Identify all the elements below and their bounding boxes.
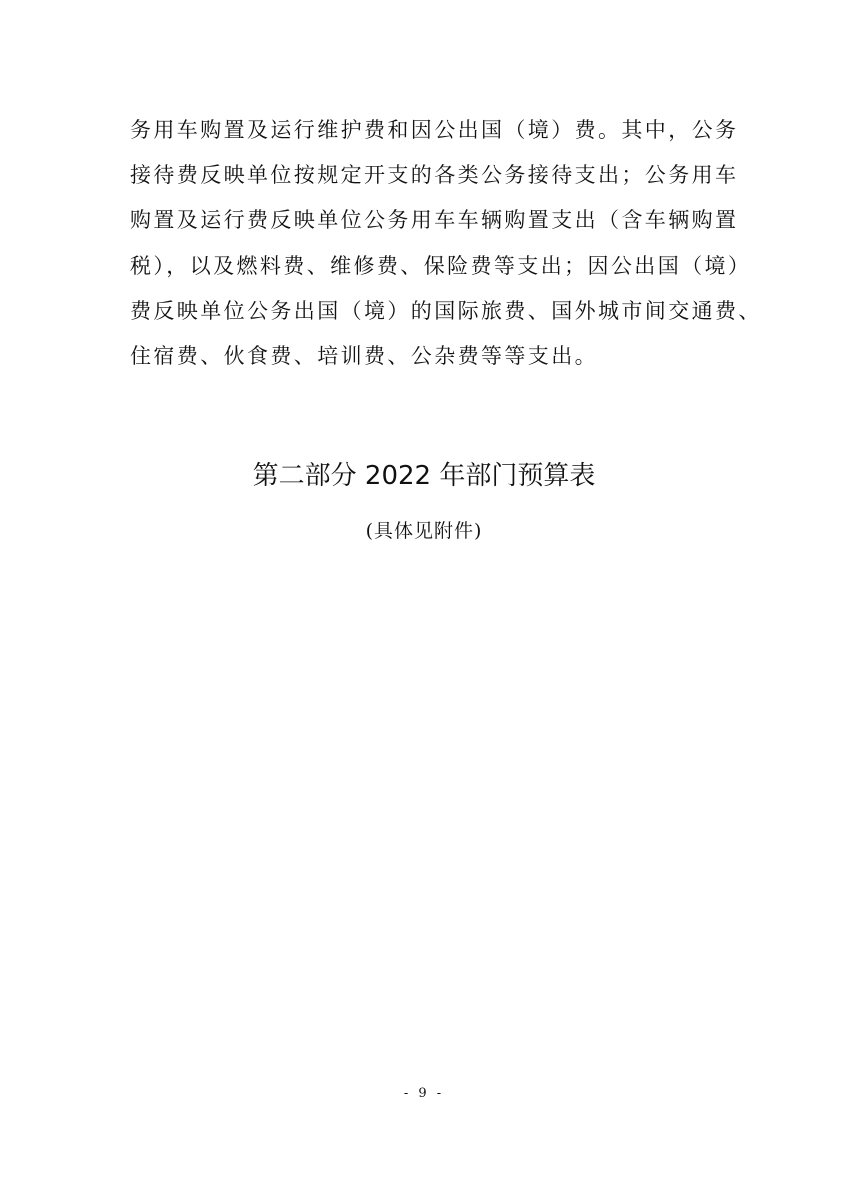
- paragraph-line: 税），以及燃料费、维修费、保险费等支出；因公出国（境）: [130, 253, 752, 278]
- paragraph-line: 务用车购置及运行维护费和因公出国（境）费。其中，公务: [130, 118, 739, 142]
- page-number: - 9 -: [403, 1086, 445, 1101]
- paragraph-line: 购置及运行费反映单位公务用车车辆购置支出（含车辆购置: [130, 208, 739, 233]
- paragraph-line: 接待费反映单位按规定开支的各类公务接待支出；公务用车: [130, 163, 739, 188]
- paragraph-line: 费反映单位公务出国（境）的国际旅费、国外城市间交通费、: [130, 298, 762, 323]
- section-subtitle: (具体见附件): [365, 520, 483, 542]
- section-title: 第二部分 2022 年部门预算表: [252, 461, 596, 491]
- body-paragraph: [130, 108, 762, 379]
- paragraph-line: 住宿费、伙食费、培训费、公杂费等等支出。: [130, 343, 598, 368]
